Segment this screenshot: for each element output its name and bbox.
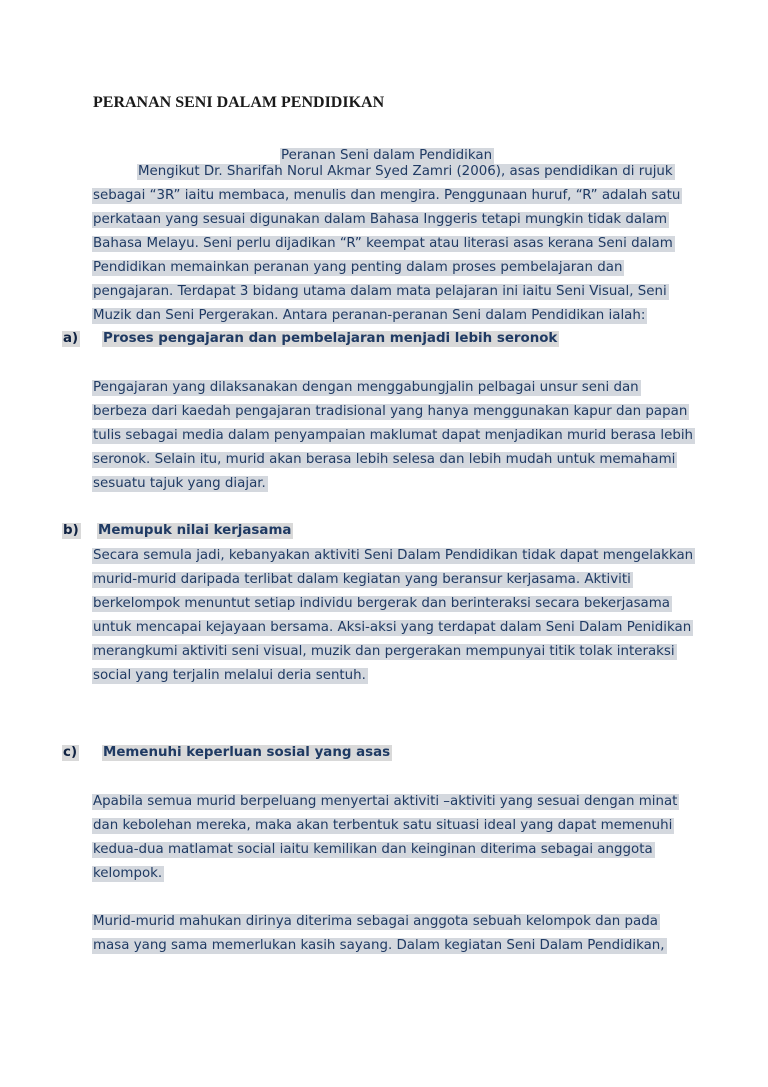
section-b-heading: Memupuk nilai kerjasama [98, 523, 292, 538]
section-a-marker: a) [63, 331, 79, 346]
intro-line: Mengikut Dr. Sharifah Norul Akmar Syed Zamri (2006), asas pendidikan di rujuk [138, 164, 673, 179]
section-c-line: kelompok. [93, 866, 163, 881]
section-a-line: tulis sebagai media dalam penyampaian maklumat dapat menjadikan murid berasa lebih [93, 428, 694, 443]
intro-line: perkataan yang sesuai digunakan dalam Bahasa Inggeris tetapi mungkin tidak dalam [93, 212, 668, 227]
section-c-line: dan kebolehan mereka, maka akan terbentuk satu situasi ideal yang dapat memenuhi [93, 818, 673, 833]
section-c-line: kedua-dua matlamat social iaitu kemilikan dan keinginan diterima sebagai anggota [93, 842, 653, 857]
page-title: PERANAN SENI DALAM PENDIDIKAN [93, 94, 385, 111]
section-b-line: merangkumi aktiviti seni visual, muzik dan pergerakan mempunyai titik tolak interaksi [93, 644, 675, 659]
intro-subtitle: Peranan Seni dalam Pendidikan [281, 148, 493, 163]
intro-line: Muzik dan Seni Pergerakan. Antara peranan-peranan Seni dalam Pendidikan ialah: [93, 308, 646, 323]
section-b-line: berkelompok menuntut setiap individu bergerak dan berinteraksi secara bekerjasama [93, 596, 671, 611]
section-b-marker: b) [63, 523, 79, 538]
intro-line: pengajaran. Terdapat 3 bidang utama dalam mata pelajaran ini iaitu Seni Visual, Seni [93, 284, 667, 299]
section-b-line: social yang terjalin melalui deria sentuh. [93, 668, 366, 683]
section-b-line: untuk mencapai kejayaan bersama. Aksi-aksi yang terdapat dalam Seni Dalam Penidikan [93, 620, 692, 635]
intro-line: sebagai “3R” iaitu membaca, menulis dan mengira. Penggunaan huruf, “R” adalah satu [93, 188, 681, 203]
section-a-heading: Proses pengajaran dan pembelajaran menjadi lebih seronok [103, 331, 558, 346]
section-c-line: Apabila semua murid berpeluang menyertai aktiviti –aktiviti yang sesuai dengan minat [93, 794, 678, 809]
section-b-line: murid-murid daripada terlibat dalam kegiatan yang beransur kerjasama. Aktiviti [93, 572, 631, 587]
section-a-line: Pengajaran yang dilaksanakan dengan menggabungjalin pelbagai unsur seni dan [93, 380, 639, 395]
section-c-line: Murid-murid mahukan dirinya diterima sebagai anggota sebuah kelompok dan pada [93, 914, 658, 929]
section-a-line: sesuatu tajuk yang diajar. [93, 476, 266, 491]
section-a-line: seronok. Selain itu, murid akan berasa lebih selesa dan lebih mudah untuk memahami [93, 452, 676, 467]
section-c-marker: c) [63, 745, 78, 760]
section-c-line: masa yang sama memerlukan kasih sayang. Dalam kegiatan Seni Dalam Pendidikan, [93, 938, 665, 953]
section-a-line: berbeza dari kaedah pengajaran tradisional yang hanya menggunakan kapur dan papan [93, 404, 688, 419]
intro-line: Pendidikan memainkan peranan yang penting dalam proses pembelajaran dan [93, 260, 623, 275]
section-c-heading: Memenuhi keperluan sosial yang asas [103, 745, 391, 760]
intro-line: Bahasa Melayu. Seni perlu dijadikan “R” keempat atau literasi asas kerana Seni dalam [93, 236, 673, 251]
section-b-line: Secara semula jadi, kebanyakan aktiviti Seni Dalam Pendidikan tidak dapat mengelakkan [93, 548, 694, 563]
